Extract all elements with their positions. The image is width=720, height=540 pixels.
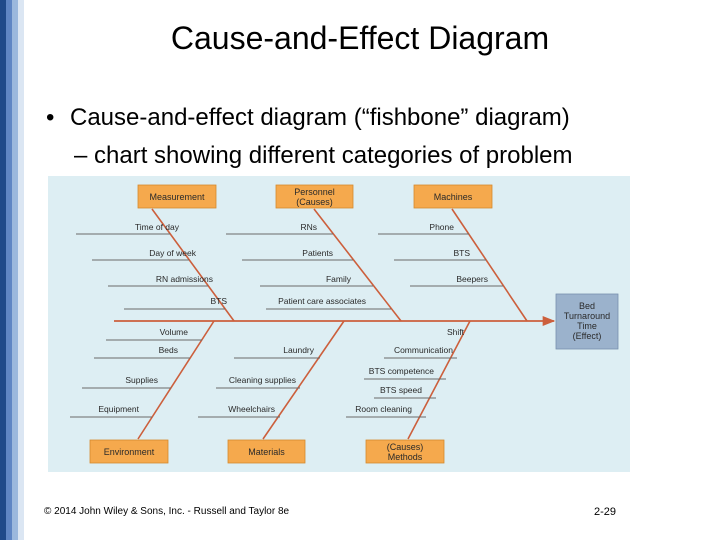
cause-label-beepers: Beepers bbox=[456, 274, 488, 284]
cause-label-bts-measurement: BTS bbox=[210, 296, 227, 306]
copyright-footer: © 2014 John Wiley & Sons, Inc. - Russell and Taylor 8e bbox=[44, 506, 290, 517]
cause-label-bts-machines: BTS bbox=[453, 248, 470, 258]
cause-label-phone: Phone bbox=[429, 222, 454, 232]
effect-box bbox=[556, 294, 618, 349]
cause-label-rn-admissions: RN admissions bbox=[155, 274, 213, 284]
personnel-box bbox=[276, 185, 353, 208]
effect-label-line: Turnaround bbox=[563, 311, 611, 321]
effect-label-line: (Effect) bbox=[572, 331, 602, 341]
effect-label-line: Time bbox=[577, 321, 597, 331]
stripe bbox=[18, 0, 24, 540]
personnel-causes-label: (Causes) bbox=[296, 197, 333, 207]
page-number: 2-29 bbox=[594, 506, 617, 518]
cause-label-family: Family bbox=[325, 274, 351, 284]
diagram-background bbox=[48, 176, 630, 472]
cause-label-bts-speed: BTS speed bbox=[379, 385, 422, 395]
cause-label-volume: Volume bbox=[159, 327, 188, 337]
cause-label-room-cleaning: Room cleaning bbox=[355, 404, 412, 414]
cause-label-beds: Beds bbox=[158, 345, 178, 355]
measurement-label: Measurement bbox=[149, 192, 205, 202]
cause-label-time-of-day: Time of day bbox=[134, 222, 179, 232]
slide-title: Cause-and-Effect Diagram bbox=[170, 20, 550, 56]
environment-box bbox=[90, 440, 168, 463]
effect-label-line: Bed bbox=[578, 301, 596, 311]
personnel-label: Personnel bbox=[294, 187, 335, 197]
cause-label-day-of-week: Day of week bbox=[149, 248, 196, 258]
machines-label: Machines bbox=[433, 192, 473, 202]
methods-causes-label: (Causes) bbox=[386, 442, 424, 452]
environment-label: Environment bbox=[103, 447, 155, 457]
cause-label-equipment: Equipment bbox=[98, 404, 139, 414]
fishbone-diagram bbox=[48, 176, 630, 472]
cause-label-patients: Patients bbox=[302, 248, 333, 258]
methods-label: Methods bbox=[387, 452, 423, 462]
cause-label-patient-care-associates: Patient care associates bbox=[278, 296, 366, 306]
cause-label-supplies: Supplies bbox=[125, 375, 158, 385]
measurement-box bbox=[138, 185, 216, 208]
sub-bullet-text: – chart showing different categories of problem bbox=[74, 142, 573, 169]
bullet-text: Cause-and-effect diagram (“fishbone” diagram) bbox=[70, 104, 570, 131]
decorative-stripe-bar bbox=[0, 0, 24, 540]
machines-box bbox=[414, 185, 492, 208]
bullet-dot: • bbox=[46, 104, 55, 131]
materials-box bbox=[228, 440, 305, 463]
cause-label-cleaning-supplies: Cleaning supplies bbox=[228, 375, 296, 385]
cause-label-wheelchairs: Wheelchairs bbox=[228, 404, 275, 414]
methods-box bbox=[366, 440, 444, 463]
bullet-point bbox=[46, 104, 570, 132]
cause-label-rns: RNs bbox=[300, 222, 317, 232]
cause-label-communication: Communication bbox=[393, 345, 453, 355]
cause-label-shift: Shift bbox=[446, 327, 464, 337]
cause-label-bts-competence: BTS competence bbox=[368, 366, 434, 376]
materials-label: Materials bbox=[248, 447, 285, 457]
cause-label-laundry: Laundry bbox=[283, 345, 314, 355]
